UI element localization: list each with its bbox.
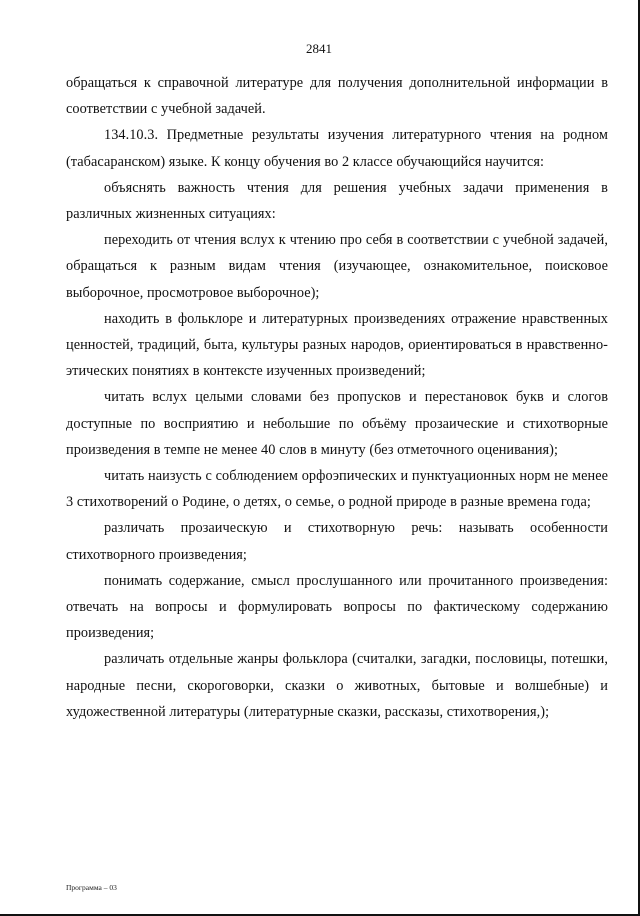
paragraph: 134.10.3. Предметные результаты изучения литературного чтения на родном (табасаранском) языке. К концу обучения во 2 классе обучающийся научится:	[66, 127, 608, 170]
paragraph: обращаться к справочной литературе для получения дополнительной информации в соответствии с учебной задачей.	[66, 75, 608, 118]
paragraph: объяснять важность чтения для решения учебных задачи применения в различных жизненных ситуациях:	[66, 179, 608, 223]
page-number: 2841	[306, 41, 332, 56]
footer-label: Программа – 03	[66, 883, 117, 892]
paragraph: читать наизусть с соблюдением орфоэпических и пунктуационных норм не менее 3 стихотворений о Родине, о детях, о семье, о родной природе в разные времена года;	[66, 468, 608, 511]
page-body	[66, 70, 608, 725]
paragraph: переходить от чтения вслух к чтению про себя в соответствии с учебной задачей, обращаться к разным видам чтения (изучающее, ознакомительное, поисковое выборочное, просмотровое выборочное);	[66, 232, 608, 301]
paragraph: различать прозаическую и стихотворную речь: называть особенности стихотворного произведения;	[66, 520, 608, 563]
paragraph: читать вслух целыми словами без пропусков и перестановок букв и слогов доступные по восприятию и небольшие по объёму прозаические и стихотворные произведения в темпе не менее 40 слов в минуту (без отметочного оценивания);	[66, 389, 608, 458]
paragraph: понимать содержание, смысл прослушанного или прочитанного произведения: отвечать на вопросы и формулировать вопросы по фактическому содержанию произведения;	[66, 572, 608, 642]
paragraph: различать отдельные жанры фольклора (считалки, загадки, пословицы, потешки, народные песни, скороговорки, сказки о животных, бытовые и волшебные) и художественной литературы (литературные сказки, рассказы, стихотворения,);	[66, 651, 608, 720]
paragraph: находить в фольклоре и литературных произведениях отражение нравственных ценностей, традиций, быта, культуры разных народов, ориентироваться в нравственно-этических понятиях в контексте изученных произведений;	[66, 310, 608, 380]
